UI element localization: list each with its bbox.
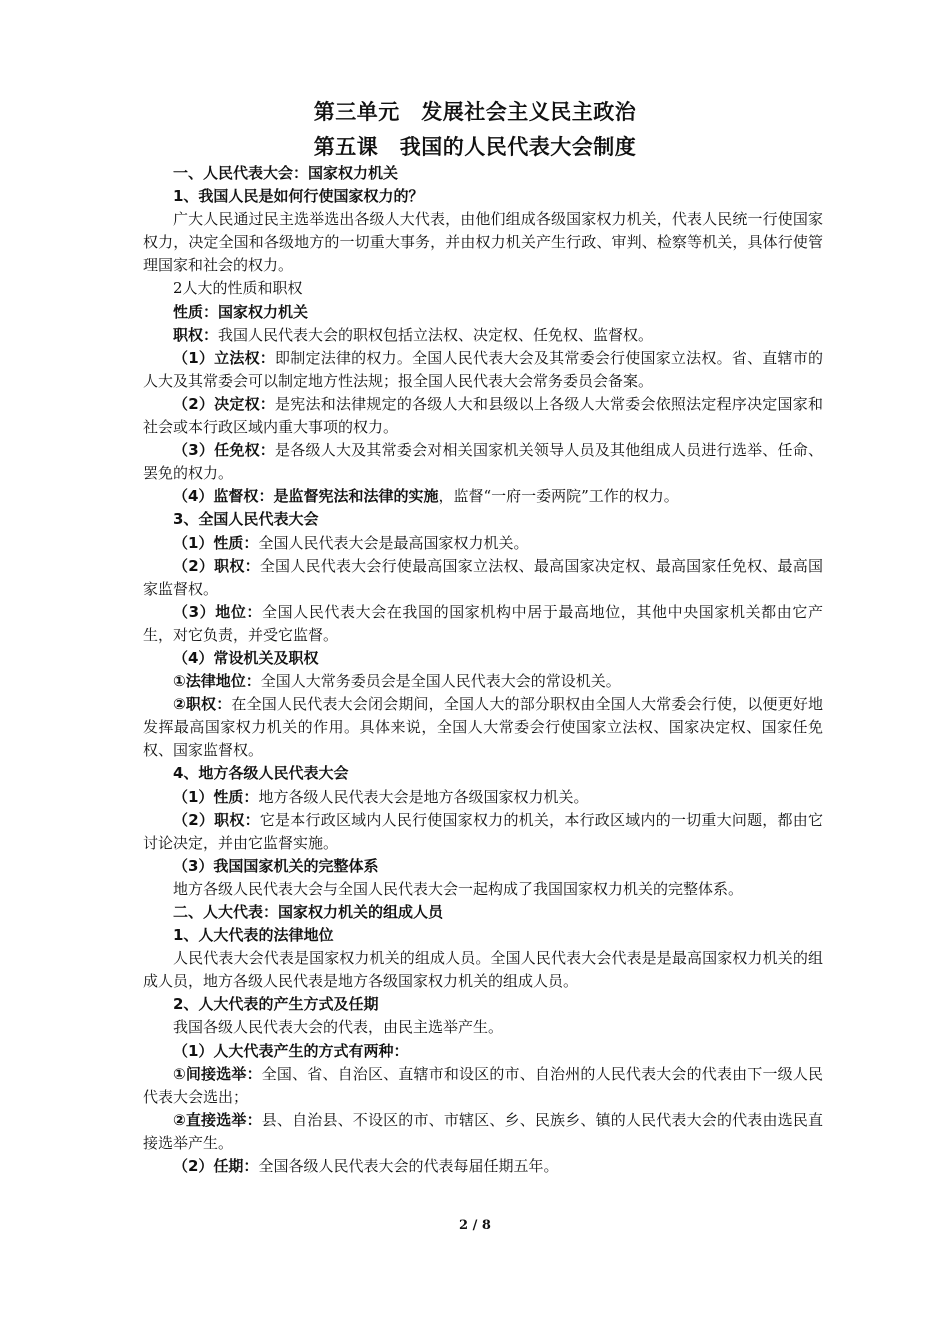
paragraph	[143, 855, 823, 878]
paragraph	[143, 532, 823, 555]
paragraph	[143, 485, 823, 508]
paragraph-text: 全国人大常务委员会是全国人民代表大会的常设机关。	[260, 672, 621, 691]
paragraph-text: 我国人民代表大会的职权包括立法权、决定权、任免权、监督权。	[218, 325, 654, 344]
paragraph	[143, 993, 823, 1016]
paragraph-text: 全国各级人民代表大会的代表每届任期五年。	[258, 1157, 559, 1176]
paragraph-heading: （1）性质：	[173, 533, 259, 552]
paragraph-text: 县、自治县、不设区的市、市辖区、乡、民族乡、镇的人民代表大会的代表由选民直接选举产生。	[143, 1110, 823, 1152]
paragraph	[143, 162, 823, 185]
paragraph-text: 地方各级人民代表大会是地方各级国家权力机关。	[258, 787, 589, 806]
paragraph	[143, 1155, 823, 1178]
paragraph-text: 它是本行政区域内人民行使国家权力的机关，本行政区域内的一切重大问题，都由它讨论决定，并由它监督实施。	[143, 810, 823, 852]
paragraph	[143, 924, 823, 947]
paragraph-heading: ②职权：	[173, 695, 232, 714]
paragraph-heading: 2、人大代表的产生方式及任期	[173, 995, 379, 1014]
document-body	[143, 162, 823, 1178]
paragraph	[143, 601, 823, 647]
paragraph-heading: 4、地方各级人民代表大会	[173, 764, 349, 783]
lesson-title: 第五课 我国的人民代表大会制度	[313, 135, 637, 159]
paragraph-heading: ②直接选举：	[173, 1110, 262, 1129]
paragraph-heading: （3）地位：	[173, 602, 263, 621]
paragraph	[143, 208, 823, 277]
paragraph-heading: （2）任期：	[173, 1157, 259, 1176]
paragraph-text: 我国各级人民代表大会的代表，由民主选举产生。	[173, 1018, 504, 1037]
paragraph	[143, 1016, 823, 1039]
paragraph	[143, 647, 823, 670]
paragraph-heading: 二、人大代表：国家权力机关的组成人员	[173, 903, 444, 921]
paragraph-text: ，监督“一府一委两院”工作的权力。	[438, 487, 679, 506]
paragraph	[143, 670, 823, 693]
paragraph	[143, 947, 823, 993]
paragraph	[143, 439, 823, 485]
paragraph-heading: 1、人大代表的法律地位	[173, 926, 334, 945]
paragraph	[143, 878, 823, 901]
paragraph	[143, 786, 823, 809]
paragraph-heading: （3）任免权：	[173, 441, 276, 460]
paragraph	[143, 185, 823, 208]
paragraph	[143, 762, 823, 785]
paragraph-text: 是各级人大及其常委会对相关国家机关领导人员及其他组成人员进行选举、任命、罢免的权力。	[143, 441, 823, 483]
paragraph-text: 全国人民代表大会行使最高国家立法权、最高国家决定权、最高国家任免权、最高国家监督权。	[143, 556, 823, 598]
paragraph-heading: 性质：国家权力机关	[173, 302, 309, 321]
paragraph-heading: 一、人民代表大会：国家权力机关	[173, 164, 399, 182]
paragraph-heading: （2）职权：	[173, 556, 260, 575]
paragraph-heading: ①法律地位：	[173, 672, 261, 691]
unit-title: 第三单元 发展社会主义民主政治	[313, 100, 637, 124]
paragraph-text: 地方各级人民代表大会与全国人民代表大会一起构成了我国国家权力机关的完整体系。	[173, 879, 744, 898]
paragraph	[143, 555, 823, 601]
paragraph-text: 是宪法和法律规定的各级人大和县级以上各级人大常委会依照法定程序决定国家和社会或本行政区域内重大事项的权力。	[143, 394, 823, 437]
paragraph	[143, 809, 823, 855]
paragraph	[143, 1109, 823, 1155]
paragraph-heading: （2）职权：	[173, 810, 260, 829]
paragraph-heading: （4）常设机关及职权	[173, 648, 319, 667]
paragraph-text: 在全国人民代表大会闭会期间，全国人大的部分职权由全国人大常委会行使，以便更好地发挥最高国家权力机关的作用。具体来说，全国人大常委会行使国家立法权、国家决定权、国家任免权、国家监督权。	[143, 695, 823, 760]
paragraph	[143, 324, 823, 347]
paragraph	[143, 508, 823, 531]
paragraph-text: 全国、省、自治区、直辖市和设区的市、自治州的人民代表大会的代表由下一级人民代表大会选出；	[143, 1064, 823, 1106]
paragraph	[143, 277, 823, 300]
paragraph-text: 人民代表大会代表是国家权力机关的组成人员。全国人民代表大会代表是是最高国家权力机关的组成人员，地方各级人民代表是地方各级国家权力机关的组成人员。	[143, 949, 823, 991]
paragraph	[143, 693, 823, 762]
paragraph-text: 即制定法律的权力。全国人民代表大会及其常委会行使国家立法权。省、直辖市的人大及其常委会可以制定地方性法规；报全国人民代表大会常务委员会备案。	[143, 348, 823, 390]
paragraph-text: 广大人民通过民主选举选出各级人大代表，由他们组成各级国家权力机关，代表人民统一行使国家权力，决定全国和各级地方的一切重大事务，并由权力机关产生行政、审判、检察等机关，具体行使管理国家和社会的权力。	[143, 210, 823, 275]
paragraph-heading: （3）我国国家机关的完整体系	[173, 856, 379, 875]
paragraph-heading: （1）性质：	[173, 787, 259, 806]
paragraph-text: 全国人民代表大会是最高国家权力机关。	[258, 533, 529, 552]
paragraph-heading: （2）决定权：	[173, 394, 276, 413]
paragraph-heading: （1）立法权：	[173, 348, 276, 367]
paragraph	[143, 1040, 823, 1063]
page-number: 2 / 8	[459, 1218, 491, 1233]
paragraph	[143, 1063, 823, 1109]
paragraph-heading: （1）人大代表产生的方式有两种：	[173, 1041, 409, 1060]
paragraph-text: 全国人民代表大会在我国的国家机构中居于最高地位，其他中央国家机关都由它产生，对它负责，并受它监督。	[143, 602, 823, 644]
paragraph	[143, 393, 823, 439]
paragraph-heading: 职权：	[173, 325, 219, 344]
paragraph-heading: ①间接选举：	[173, 1064, 262, 1083]
paragraph	[143, 347, 823, 393]
paragraph-heading: 3、全国人民代表大会	[173, 510, 319, 529]
paragraph-heading: 1、我国人民是如何行使国家权力的？	[173, 187, 424, 206]
paragraph-heading: （4）监督权：是监督宪法和法律的实施	[173, 487, 439, 506]
paragraph	[143, 901, 823, 924]
paragraph-text: 2人大的性质和职权	[173, 279, 303, 298]
paragraph	[143, 301, 823, 324]
